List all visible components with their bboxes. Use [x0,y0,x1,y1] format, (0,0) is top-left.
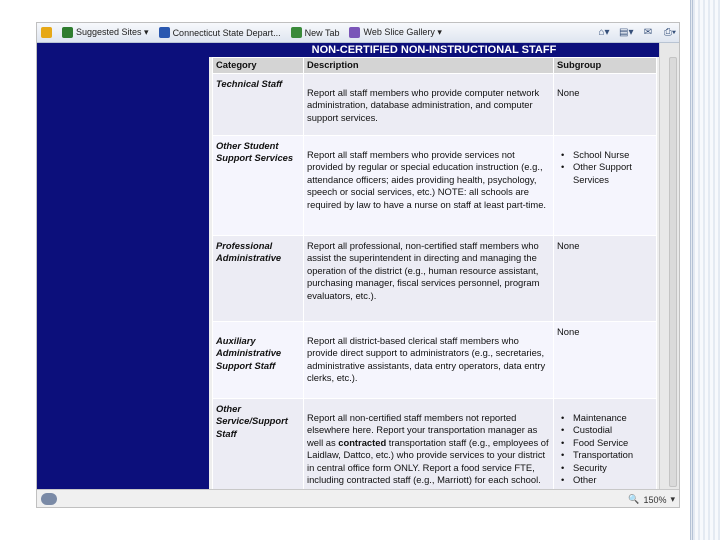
suggested-sites-link[interactable] [62,27,149,38]
scrollbar-thumb[interactable] [669,57,677,487]
subgroup-list [557,140,653,186]
zoom-level[interactable]: 150% [643,494,667,505]
category-cell: Technical Staff [213,74,304,136]
suggested-sites-icon [62,27,73,38]
column-header-category: Category [213,58,304,74]
description-text-part: Report all non-certified staff members not reported elsewhere here. Report your transportation manager as well as [307,412,538,448]
description-text: Report all district-based clerical staff members who provide direct support to administrators (e.g., secretaries, administrative assistants, data entry operators, data entry clerks, etc.). [307,335,546,384]
subgroup-item: • Other Support Services [559,161,653,186]
favorites-star-icon [41,27,52,38]
left-navigation-panel [37,43,209,489]
web-slice-icon [349,27,360,38]
table-row [213,136,657,236]
table-row [213,399,657,490]
description-cell [304,74,554,136]
subgroup-list [557,403,653,486]
new-tab-label: New Tab [304,27,340,38]
staff-category-table [212,57,657,489]
subgroup-item: • Security [559,462,653,474]
column-header-description: Description [304,58,554,74]
subgroup-cell [554,74,657,136]
description-text [307,403,550,486]
description-cell [304,322,554,399]
mail-icon[interactable]: ✉ [643,26,653,38]
subgroup-cell [554,399,657,490]
subgroup-text: None [557,87,580,98]
table-row [213,74,657,136]
new-tab-icon [291,27,302,38]
subgroup-cell: None [554,322,657,399]
description-cell [304,136,554,236]
status-bar [37,489,680,508]
description-cell [304,399,554,490]
subgroup-item: • School Nurse [559,149,653,161]
subgroup-item: • Transportation [559,449,653,461]
browser-window [36,22,680,508]
table-row [213,236,657,322]
category-cell: Other Service/Support Staff [213,399,304,490]
subgroup-item: • Maintenance [559,412,653,424]
favorites-bar [37,23,680,43]
status-globe-icon [41,493,57,505]
category-cell: Professional Administrative [213,236,304,322]
subgroup-item: • Other [559,474,653,486]
connecticut-state-label: Connecticut State Depart... [172,27,281,38]
favorites-button[interactable] [41,27,52,38]
subgroup-item: • Custodial [559,424,653,436]
category-text: Auxiliary Administrative Support Staff [216,335,282,371]
description-text: Report all staff members who provide computer network administration, database administration, and computer support services. [307,87,540,123]
category-cell [213,322,304,399]
table-title: NON-CERTIFIED NON-INSTRUCTIONAL STAFF [209,43,659,57]
web-slice-gallery-link[interactable] [349,27,441,38]
table-row [213,322,657,399]
command-bar [597,27,680,39]
description-text: Report all staff members who provide services not provided by regular or special education instruction (e.g., attendance officers; aides providing health, psychology, speech or social services, etc.) NOTE: all schools are required by law to have a nurse on staff at least part-time. [307,149,547,210]
connecticut-state-link[interactable] [159,27,281,38]
subgroup-cell [554,136,657,236]
zoom-icon[interactable]: 🔍 [628,494,640,504]
document-area [209,43,659,489]
web-slice-gallery-label: Web Slice Gallery ▾ [363,27,442,37]
category-cell: Other Student Support Services [213,136,304,236]
suggested-sites-label: Suggested Sites ▾ [76,27,149,37]
description-cell: Report all professional, non-certified staff members who assist the superintendent in directing and managing the operation of the district (e.g., human resource assistant, purchasing manager, fiscal services personnel, program evaluators, etc.). [304,236,554,322]
print-icon[interactable]: ⎙▾ [663,26,677,38]
feeds-icon[interactable]: ▤▾ [619,26,634,38]
home-icon[interactable]: ⌂▾ [598,26,610,38]
subgroup-item: • Food Service [559,437,653,449]
webpage-icon [159,27,170,38]
page-content [37,43,680,489]
description-text-part: transportation staff (e.g., employees of Laidlaw, Dattco, etc.) who provide services to your district in central office form ONLY. Report a food service FTE, including contracted staff (e.g., Marriott) for each school. [307,436,549,486]
column-header-subgroup: Subgroup [554,58,657,74]
zoom-dropdown-icon[interactable]: ▾ [670,494,675,504]
table-header-row [213,58,657,74]
description-emphasis: contracted [338,436,387,448]
subgroup-cell: None [554,236,657,322]
slide-decorative-border [690,0,720,540]
new-tab-link[interactable] [291,27,340,38]
